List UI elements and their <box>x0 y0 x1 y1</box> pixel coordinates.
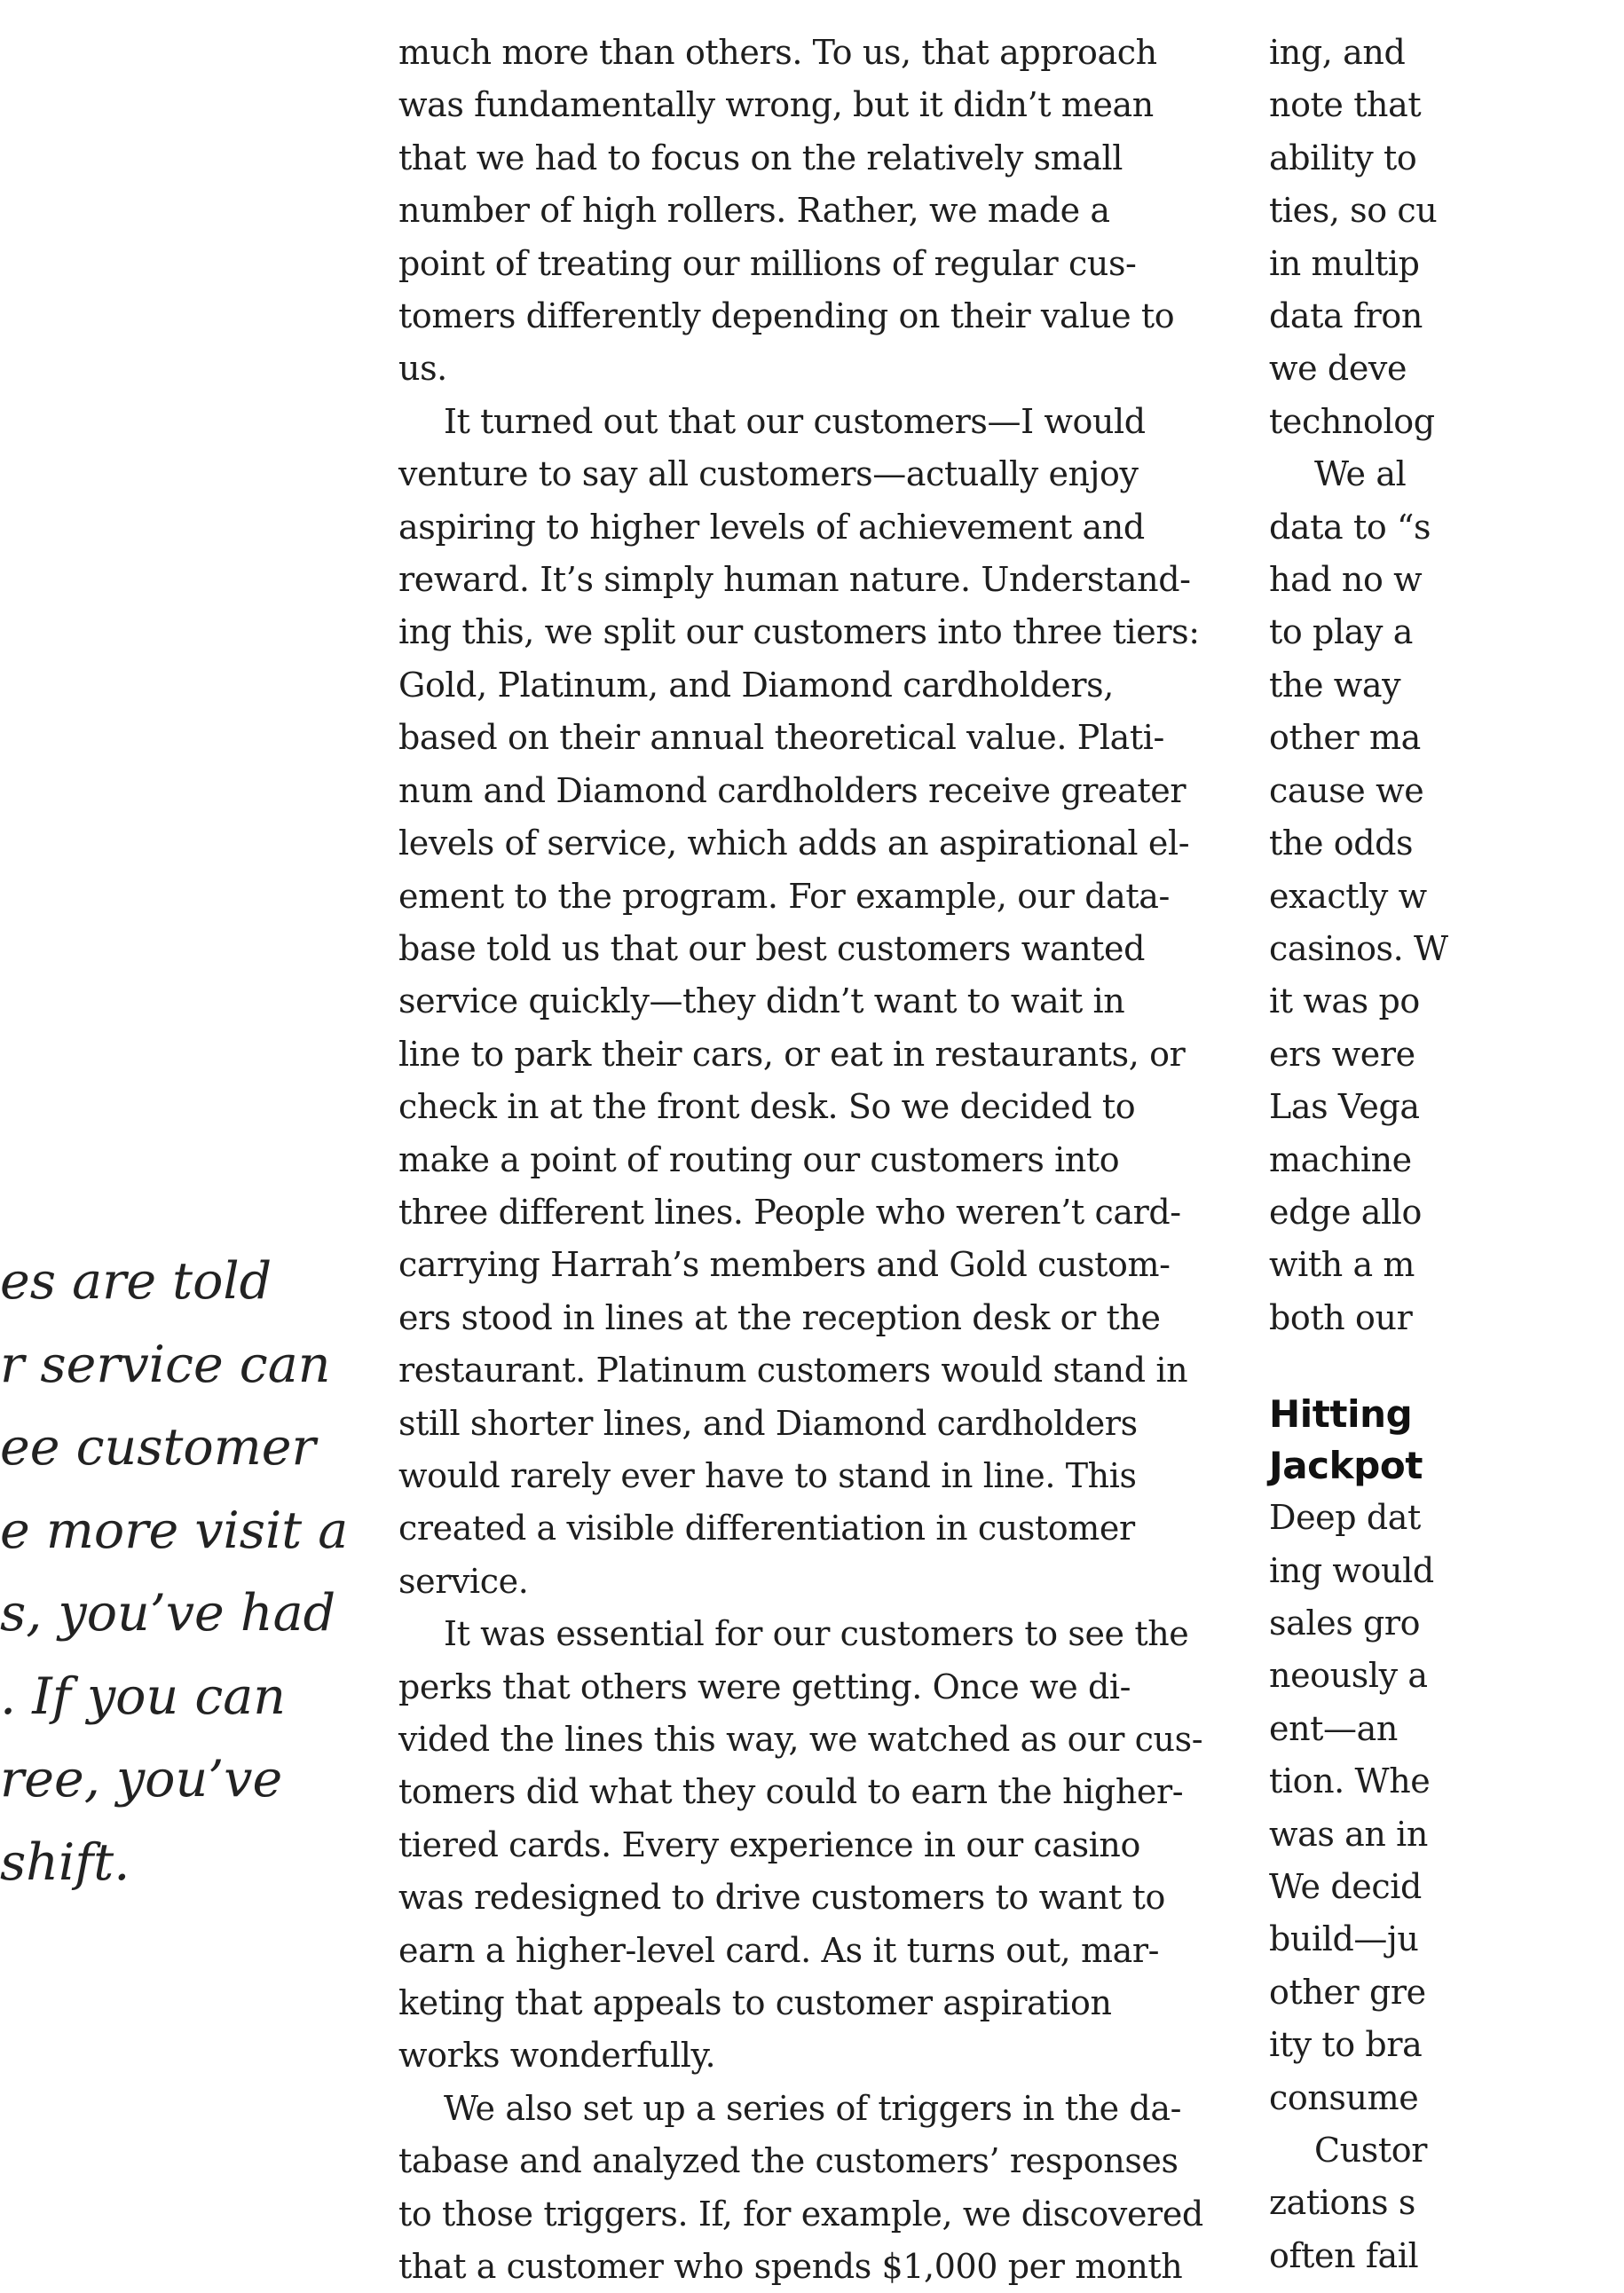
text-line: note that <box>1269 85 1422 125</box>
text-line: carrying Harrah’s members and Gold custom- <box>398 1245 1171 1285</box>
text-line: casinos. W <box>1269 928 1448 968</box>
text-line: often fail <box>1269 2235 1419 2275</box>
text-line: in multip <box>1269 243 1420 283</box>
text-line: It was essential for our customers to see the <box>444 1614 1189 1654</box>
text-line: aspiring to higher levels of achievement and <box>398 507 1145 547</box>
text-line: Deep dat <box>1269 1498 1421 1538</box>
text-line: works wonderfully. <box>398 2036 716 2076</box>
text-line: We also set up a series of triggers in the da- <box>444 2088 1182 2128</box>
text-line: num and Diamond cardholders receive greater <box>398 770 1186 810</box>
text-line: edge allo <box>1269 1192 1422 1232</box>
text-line: created a visible differentiation in customer <box>398 1509 1135 1548</box>
text-line: reward. It’s simply human nature. Understand- <box>398 560 1191 600</box>
text-line: data fron <box>1269 296 1423 336</box>
text-line: it was po <box>1269 981 1420 1021</box>
paragraph <box>398 27 1190 396</box>
pull-quote-line: ree, you’ve <box>0 1750 283 1808</box>
text-line: ers stood in lines at the reception desk or the <box>398 1297 1161 1337</box>
text-line: would rarely ever have to stand in line. This <box>398 1455 1137 1495</box>
text-line: tomers did what they could to earn the higher- <box>398 1772 1184 1812</box>
section-heading-line: Hitting <box>1269 1392 1413 1437</box>
text-line: neously a <box>1269 1656 1428 1696</box>
right-block-1 <box>1269 27 1624 448</box>
text-line: still shorter lines, and Diamond cardholders <box>398 1403 1138 1443</box>
text-line: tomers differently depending on their value to <box>398 296 1175 336</box>
text-line: Las Vega <box>1269 1087 1420 1127</box>
paragraph <box>398 1608 1203 2083</box>
text-line: perks that others were getting. Once we di- <box>398 1667 1131 1706</box>
text-line: levels of service, which adds an aspirational el- <box>398 823 1190 863</box>
text-line: other ma <box>1269 718 1421 758</box>
text-line: the way <box>1269 665 1401 705</box>
text-line: was redesigned to drive customers to want to <box>398 1878 1165 1918</box>
right-text-column <box>1269 27 1624 2282</box>
pull-quote-line: s, you’ve had <box>0 1584 336 1643</box>
paragraph <box>398 396 1200 1608</box>
right-block-2 <box>1269 448 1624 1344</box>
text-line: machine <box>1269 1139 1412 1179</box>
text-line: point of treating our millions of regular cus- <box>398 243 1137 283</box>
text-line: We decid <box>1269 1867 1422 1906</box>
text-line: service quickly—they didn’t want to wait in <box>398 981 1125 1021</box>
text-line: that we had to focus on the relatively small <box>398 138 1123 177</box>
text-line: line to park their cars, or eat in restaurants, or <box>398 1034 1186 1074</box>
text-line: exactly w <box>1269 876 1427 916</box>
text-line: keting that appeals to customer aspiration <box>398 1983 1112 2023</box>
pull-quote-line: . If you can <box>0 1667 286 1726</box>
text-line: the odds <box>1269 823 1414 863</box>
pull-quote <box>0 1241 349 1904</box>
text-line: with a m <box>1269 1245 1415 1285</box>
text-line: three different lines. People who weren’t card- <box>398 1192 1181 1232</box>
text-line: vided the lines this way, we watched as our cus- <box>398 1720 1203 1759</box>
text-line: build—ju <box>1269 1919 1419 1959</box>
pull-quote-line: r service can <box>0 1335 331 1394</box>
section-heading-line: Jackpot <box>1269 1444 1423 1488</box>
text-line: restaurant. Platinum customers would stand in <box>398 1351 1188 1391</box>
text-line: much more than others. To us, that approach <box>398 33 1157 72</box>
text-line: ing would <box>1269 1550 1434 1590</box>
text-line: tabase and analyzed the customers’ responses <box>398 2141 1179 2181</box>
text-line: It turned out that our customers—I would <box>444 401 1146 441</box>
paragraph <box>398 2083 1203 2293</box>
text-line: we deve <box>1269 349 1407 389</box>
text-line: both our <box>1269 1297 1413 1337</box>
text-line: ity to bra <box>1269 2025 1423 2065</box>
text-line: service. <box>398 1561 529 1601</box>
text-line: ement to the program. For example, our data- <box>398 876 1170 916</box>
text-line: ability to <box>1269 138 1417 177</box>
pull-quote-line: es are told <box>0 1252 272 1311</box>
pull-quote-line: shift. <box>0 1832 130 1892</box>
text-line: that a customer who spends $1,000 per month <box>398 2247 1183 2287</box>
text-line: was fundamentally wrong, but it didn’t mean <box>398 85 1154 125</box>
text-line: We al <box>1314 454 1407 494</box>
text-line: earn a higher-level card. As it turns out, mar- <box>398 1930 1160 1970</box>
text-line: tiered cards. Every experience in our casino <box>398 1824 1140 1864</box>
text-line: was an in <box>1269 1814 1428 1854</box>
text-line: number of high rollers. Rather, we made a <box>398 191 1110 231</box>
text-line: based on their annual theoretical value. Plati- <box>398 718 1164 758</box>
text-line: consume <box>1269 2077 1419 2117</box>
text-line: base told us that our best customers wanted <box>398 928 1146 968</box>
text-line: other gre <box>1269 1972 1426 2012</box>
text-line: ers were <box>1269 1034 1415 1074</box>
right-block-4 <box>1269 2124 1624 2282</box>
text-line: ent—an <box>1269 1708 1398 1748</box>
section-heading <box>1269 1389 1624 1492</box>
text-line: venture to say all customers—actually enjoy <box>398 454 1139 494</box>
text-line: make a point of routing our customers into <box>398 1139 1120 1179</box>
text-line: technolog <box>1269 401 1435 441</box>
text-line: check in at the front desk. So we decided to <box>398 1087 1136 1127</box>
text-line: Gold, Platinum, and Diamond cardholders, <box>398 665 1114 705</box>
text-line: ties, so cu <box>1269 191 1438 231</box>
right-block-3 <box>1269 1492 1624 2124</box>
main-text-column <box>398 27 1203 2293</box>
text-line: tion. Whe <box>1269 1761 1431 1801</box>
text-line: Custor <box>1314 2131 1427 2171</box>
text-line: to play a <box>1269 612 1413 652</box>
text-line: zations s <box>1269 2183 1415 2223</box>
text-line: had no w <box>1269 560 1423 600</box>
text-line: us. <box>398 349 447 389</box>
text-line: to those triggers. If, for example, we discovered <box>398 2194 1203 2234</box>
text-line: cause we <box>1269 770 1424 810</box>
pull-quote-line: e more visit a <box>0 1501 349 1560</box>
text-line: ing this, we split our customers into three tiers: <box>398 612 1200 652</box>
pull-quote-line: ee customer <box>0 1418 316 1477</box>
text-line: ing, and <box>1269 33 1406 72</box>
text-line: sales gro <box>1269 1603 1421 1643</box>
text-line: data to “s <box>1269 507 1431 547</box>
